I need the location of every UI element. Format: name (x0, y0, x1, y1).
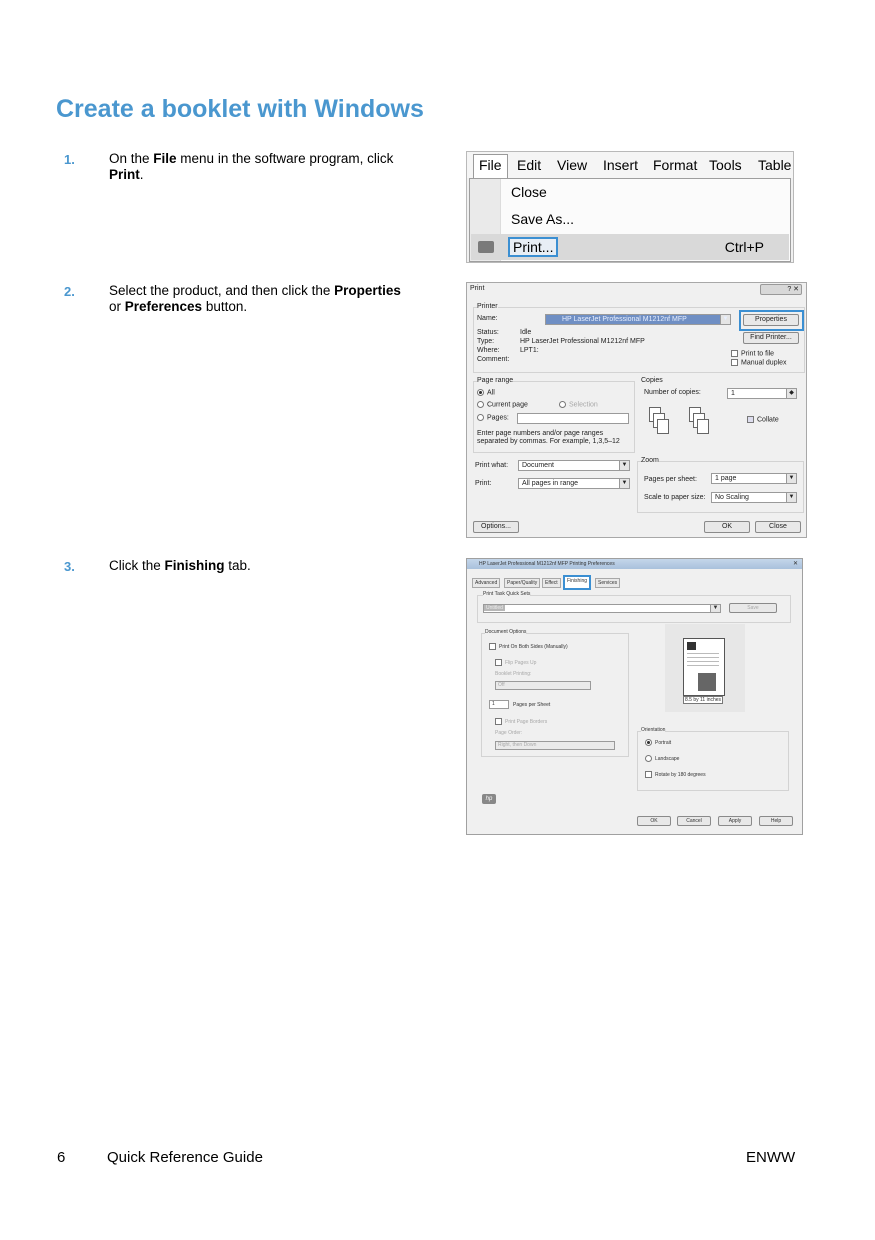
document-preview-image (683, 638, 725, 696)
menu-format[interactable]: Format (653, 157, 698, 173)
chevron-down-icon: ▼ (720, 315, 730, 324)
landscape-radio[interactable]: Landscape (645, 755, 679, 762)
tab-paper-quality[interactable]: Paper/Quality (504, 578, 540, 588)
range-hint-2: separated by commas. For example, 1,3,5–12 (477, 438, 620, 445)
page-order-label: Page Order: (495, 730, 523, 736)
quick-sets-label: Print Task Quick Sets (483, 591, 531, 597)
both-sides-checkbox[interactable]: Print On Both Sides (Manually) (489, 643, 568, 650)
type-label: Type: (477, 338, 495, 345)
tab-advanced[interactable]: Advanced (472, 578, 500, 588)
file-dropdown (469, 178, 791, 262)
menu-item-save-as[interactable]: Save As... (511, 211, 575, 227)
print-page-borders-checkbox[interactable]: Print Page Borders (495, 718, 547, 725)
quick-sets-select[interactable]: Untitled ▼ (483, 604, 721, 613)
all-radio[interactable]: All (477, 389, 495, 396)
step-number: 1. (64, 152, 75, 167)
menu-file[interactable]: File (473, 154, 508, 179)
chevron-down-icon: ▼ (619, 479, 629, 488)
cancel-button[interactable]: Cancel (677, 816, 711, 826)
comment-label: Comment: (477, 356, 510, 363)
properties-button[interactable]: Properties (743, 314, 799, 326)
menu-bar (467, 152, 793, 178)
print-what-select[interactable]: Document ▼ (518, 460, 630, 471)
scale-select[interactable]: No Scaling ▼ (711, 492, 797, 503)
pages-per-sheet-label: Pages per sheet: (644, 476, 697, 483)
where-label: Where: (477, 347, 500, 354)
print-label: Print: (475, 480, 492, 487)
type-value: HP LaserJet Professional M1212nf MFP (520, 338, 645, 345)
page-range-label: Page range (477, 377, 514, 384)
number-of-copies-label: Number of copies: (644, 389, 701, 396)
zoom-label: Zoom (641, 457, 659, 464)
print-to-file-checkbox[interactable]: Print to file (731, 350, 774, 357)
collate-page-icon (657, 419, 669, 434)
booklet-printing-label: Booklet Printing: (495, 671, 532, 677)
portrait-radio[interactable]: Portrait (645, 739, 671, 746)
spinner-icon[interactable]: ◆ (786, 389, 796, 398)
window-close-icon[interactable]: ? ✕ (760, 284, 802, 295)
document-options-group (481, 633, 629, 757)
orientation-label: Orientation (641, 727, 666, 733)
menu-insert[interactable]: Insert (603, 157, 639, 173)
find-printer-button[interactable]: Find Printer... (743, 332, 799, 344)
selection-radio[interactable]: Selection (559, 401, 598, 408)
chevron-down-icon: ▼ (786, 474, 796, 483)
pages-per-sheet-select[interactable]: 1 (489, 700, 509, 709)
close-icon[interactable]: ✕ (792, 561, 798, 567)
status-label: Status: (477, 329, 499, 336)
print-what-label: Print what: (475, 462, 509, 469)
tab-services[interactable]: Services (595, 578, 620, 588)
help-button[interactable]: Help (759, 816, 793, 826)
pages-per-sheet-label: Pages per Sheet (513, 702, 551, 708)
copies-input[interactable]: 1 ◆ (727, 388, 797, 399)
rotate-checkbox[interactable]: Rotate by 180 degrees (645, 771, 706, 778)
printer-group-label: Printer (477, 303, 498, 310)
document-options-label: Document Options (485, 629, 527, 635)
properties-highlight (739, 310, 804, 331)
step-text: Select the product, and then click the Properties or Preferences button. (109, 283, 401, 314)
ok-button[interactable]: OK (704, 521, 750, 533)
current-page-radio[interactable]: Current page (477, 401, 528, 408)
name-label: Name: (477, 315, 498, 322)
save-button[interactable]: Save (729, 603, 777, 613)
menu-tools[interactable]: Tools (709, 157, 742, 173)
file-menu-screenshot (466, 151, 794, 263)
zoom-group (637, 461, 804, 513)
flip-pages-checkbox[interactable]: Flip Pages Up (495, 659, 536, 666)
printer-icon (478, 241, 494, 253)
page-order-select[interactable]: Right, then Down (495, 741, 615, 750)
chevron-down-icon: ▼ (710, 605, 720, 612)
dialog-title: Print (470, 285, 485, 292)
dialog-title: HP LaserJet Professional M1212nf MFP Printing Preferences (479, 561, 615, 567)
menu-edit[interactable]: Edit (517, 157, 542, 173)
step-text: On the File menu in the software program, click Print. (109, 151, 394, 182)
print-shortcut: Ctrl+P (724, 239, 764, 255)
ok-button[interactable]: OK (637, 816, 671, 826)
where-value: LPT1: (520, 347, 539, 354)
status-value: Idle (520, 329, 532, 336)
tab-finishing[interactable]: Finishing (563, 575, 591, 590)
tab-effect[interactable]: Effect (542, 578, 561, 588)
menu-table[interactable]: Table (758, 157, 792, 173)
chevron-down-icon: ▼ (786, 493, 796, 502)
close-button[interactable]: Close (755, 521, 801, 533)
menu-item-print[interactable]: Print... (508, 237, 558, 257)
apply-button[interactable]: Apply (718, 816, 752, 826)
pages-input[interactable] (517, 413, 629, 424)
pages-radio[interactable]: Pages: (477, 414, 509, 421)
range-hint-1: Enter page numbers and/or page ranges (477, 430, 604, 437)
print-select[interactable]: All pages in range ▼ (518, 478, 630, 489)
collate-checkbox[interactable]: Collate (747, 416, 779, 423)
menu-view[interactable]: View (557, 157, 588, 173)
step-number: 3. (64, 559, 75, 574)
step-number: 2. (64, 284, 75, 299)
footer-locale: ENWW (746, 1149, 796, 1166)
manual-duplex-checkbox[interactable]: Manual duplex (731, 359, 787, 366)
step-text: Click the Finishing tab. (109, 558, 251, 573)
printing-preferences-screenshot (466, 558, 803, 835)
footer-page-number: 6 (57, 1149, 66, 1166)
paper-size-caption: 8.5 by 11 inches (685, 697, 722, 703)
chevron-down-icon: ▼ (619, 461, 629, 470)
hp-logo-icon: hp (482, 794, 496, 804)
scale-label: Scale to paper size: (644, 494, 706, 501)
options-button[interactable]: Options... (473, 521, 519, 533)
printer-select[interactable]: HP LaserJet Professional M1212nf MFP ▼ (545, 314, 731, 325)
menu-item-close[interactable]: Close (511, 184, 547, 200)
copies-label: Copies (641, 377, 663, 384)
page-title: Create a booklet with Windows (56, 95, 424, 123)
pages-per-sheet-select[interactable]: 1 page ▼ (711, 473, 797, 484)
collate-page-icon (697, 419, 709, 434)
booklet-printing-select[interactable]: Off (495, 681, 591, 690)
footer-guide-title: Quick Reference Guide (107, 1149, 263, 1166)
page-preview (665, 624, 745, 712)
print-dialog-screenshot (466, 282, 807, 538)
